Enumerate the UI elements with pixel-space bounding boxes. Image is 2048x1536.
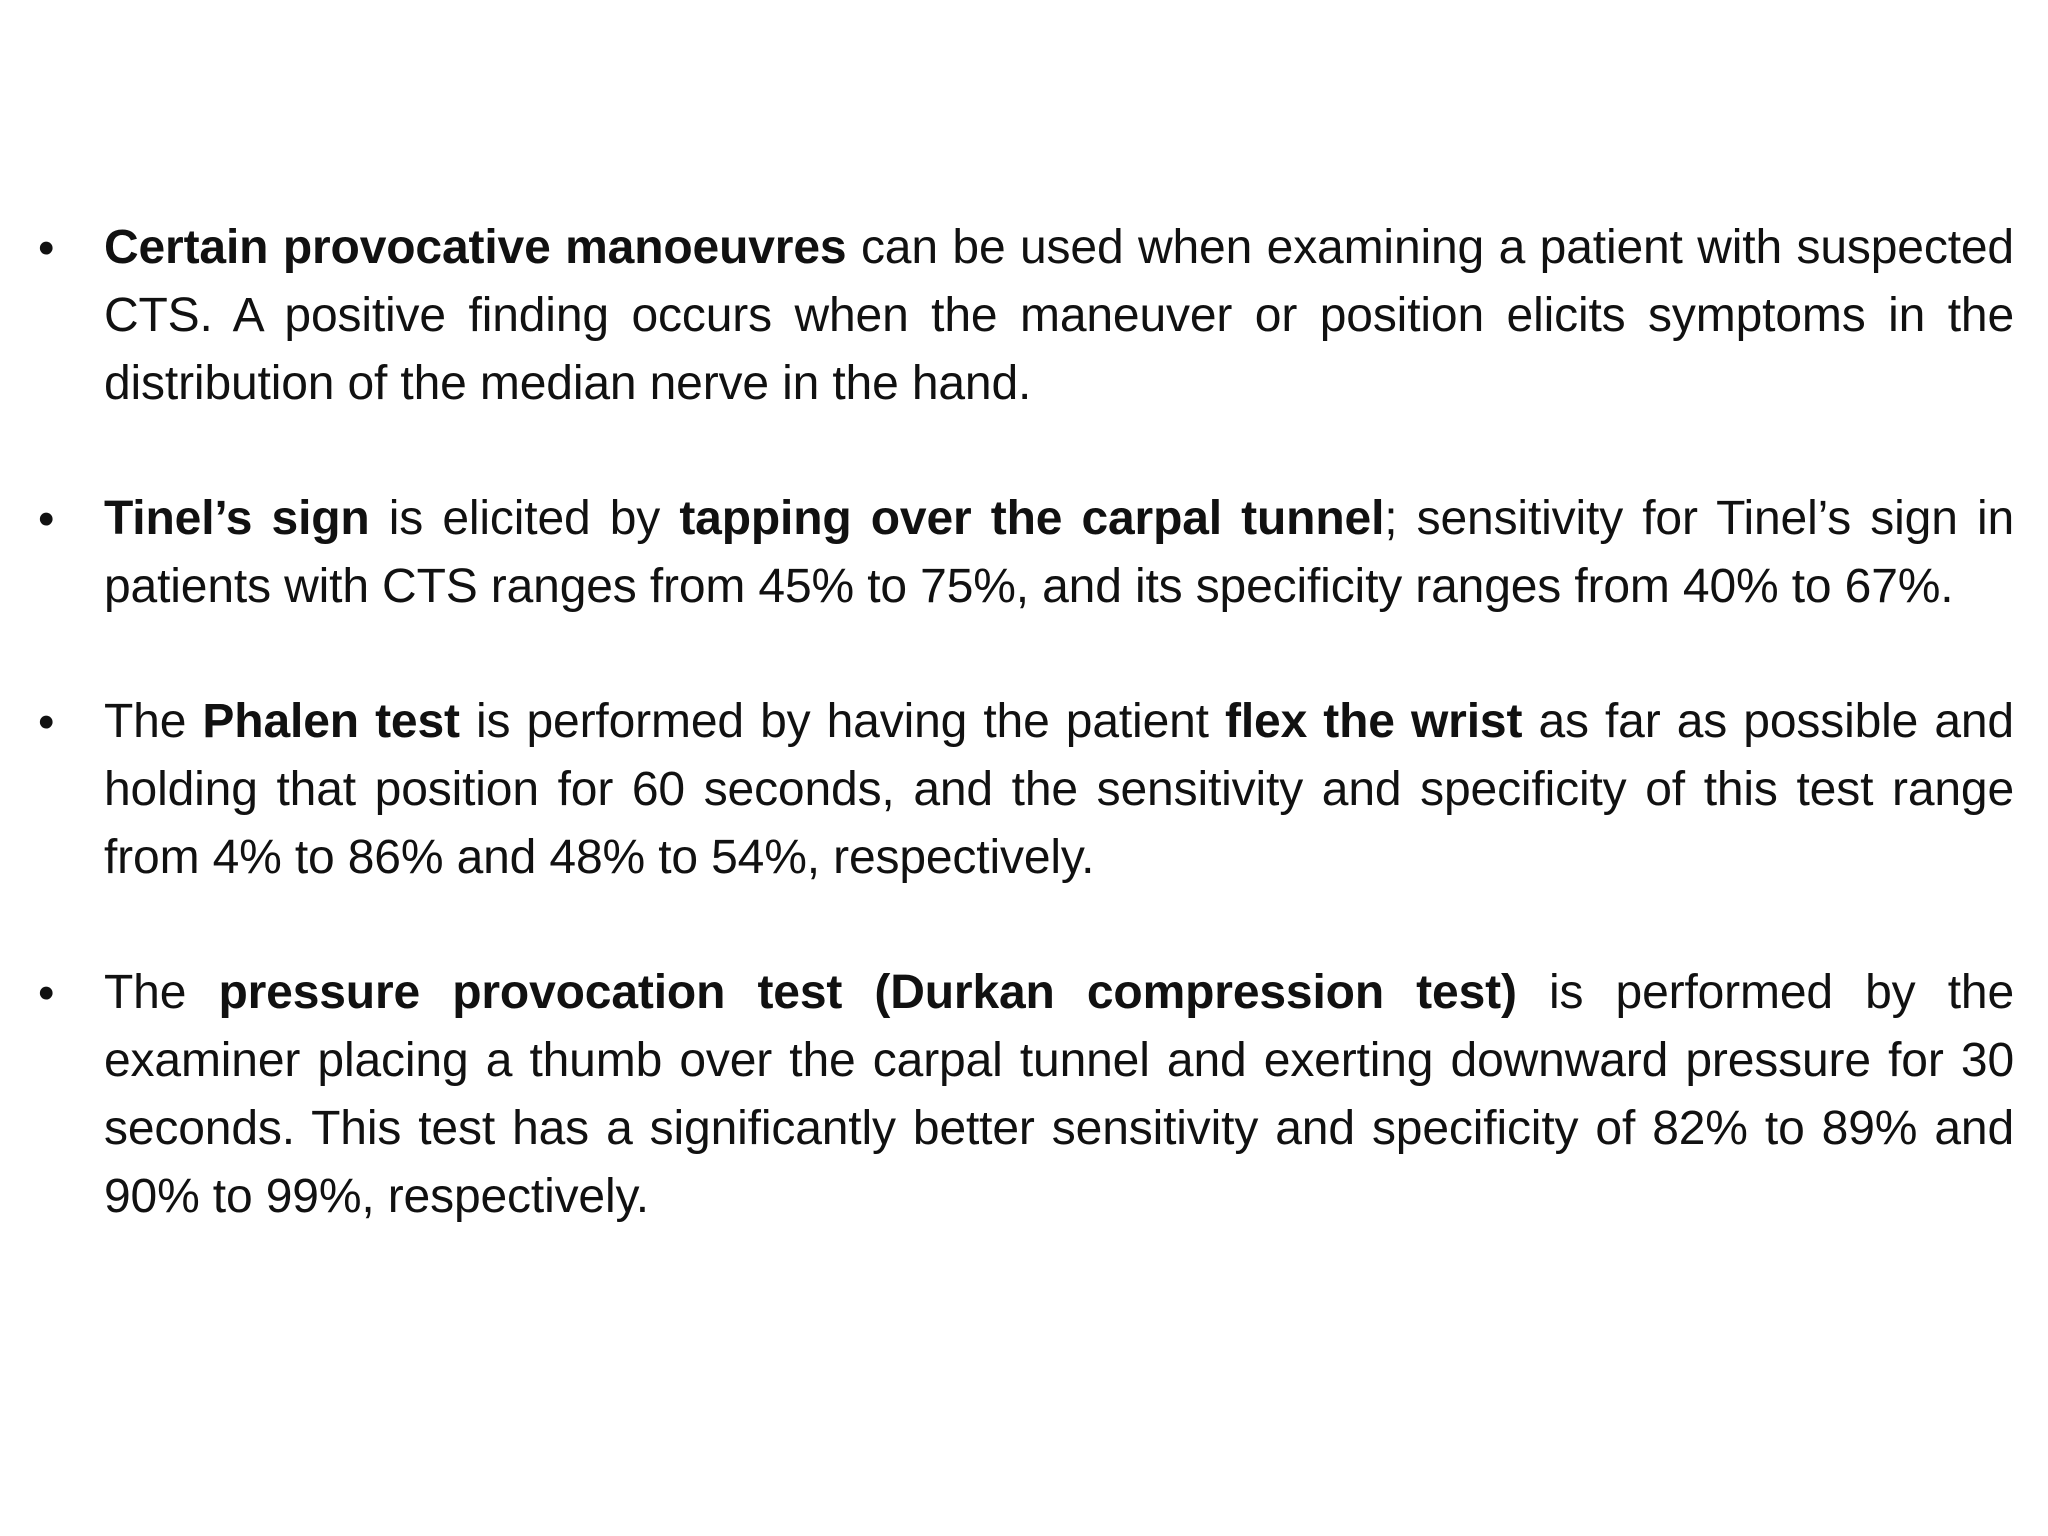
bullet-item-phalen-test [34,688,2016,892]
body-text: is performed by having the patient [459,695,1226,748]
bullet-text [104,485,2014,621]
body-text: as far as possible and holding that position for 60 seconds, and the sensitivity and specificity of this test range from 4% to 86% and 48% to 54%, respectively. [104,695,2014,884]
bullet-icon: • [38,492,55,545]
body-text: The [104,695,203,748]
body-text: The [104,966,219,1019]
body-text: is elicited by [369,492,680,545]
bullet-text [104,214,2014,418]
bullet-item-provocative-manoeuvres [34,214,2016,418]
bullet-text [104,959,2014,1231]
bold-text: Certain provocative manoeuvres [104,221,847,274]
bullet-icon: • [38,966,55,1019]
bold-text: pressure provocation test (Durkan compression test) [218,966,1517,1019]
body-text: is performed by the examiner placing a thumb over the carpal tunnel and exerting downward pressure for 30 seconds. This test has a significantly better sensitivity and specificity of 82% to 89% and 90% to 99%, respectively. [104,966,2014,1223]
bullet-icon: • [38,695,55,748]
bold-text: Tinel’s sign [104,492,370,545]
bold-text: tapping over the carpal tunnel [679,492,1385,545]
bold-text: flex the wrist [1225,695,1523,748]
body-text: can be used when examining a patient with suspected CTS. A positive finding occurs when the maneuver or position elicits symptoms in the distribution of the median nerve in the hand. [104,221,2014,410]
body-text: ; sensitivity for Tinel’s sign in patients with CTS ranges from 45% to 75%, and its specificity ranges from 40% to 67%. [104,492,2014,613]
bullet-item-tinels-sign [34,485,2016,621]
bullet-text [104,688,2014,892]
bullet-list [34,214,2016,1298]
bullet-icon: • [38,221,55,274]
bold-text: Phalen test [202,695,460,748]
bullet-item-pressure-provocation-test [34,959,2016,1231]
